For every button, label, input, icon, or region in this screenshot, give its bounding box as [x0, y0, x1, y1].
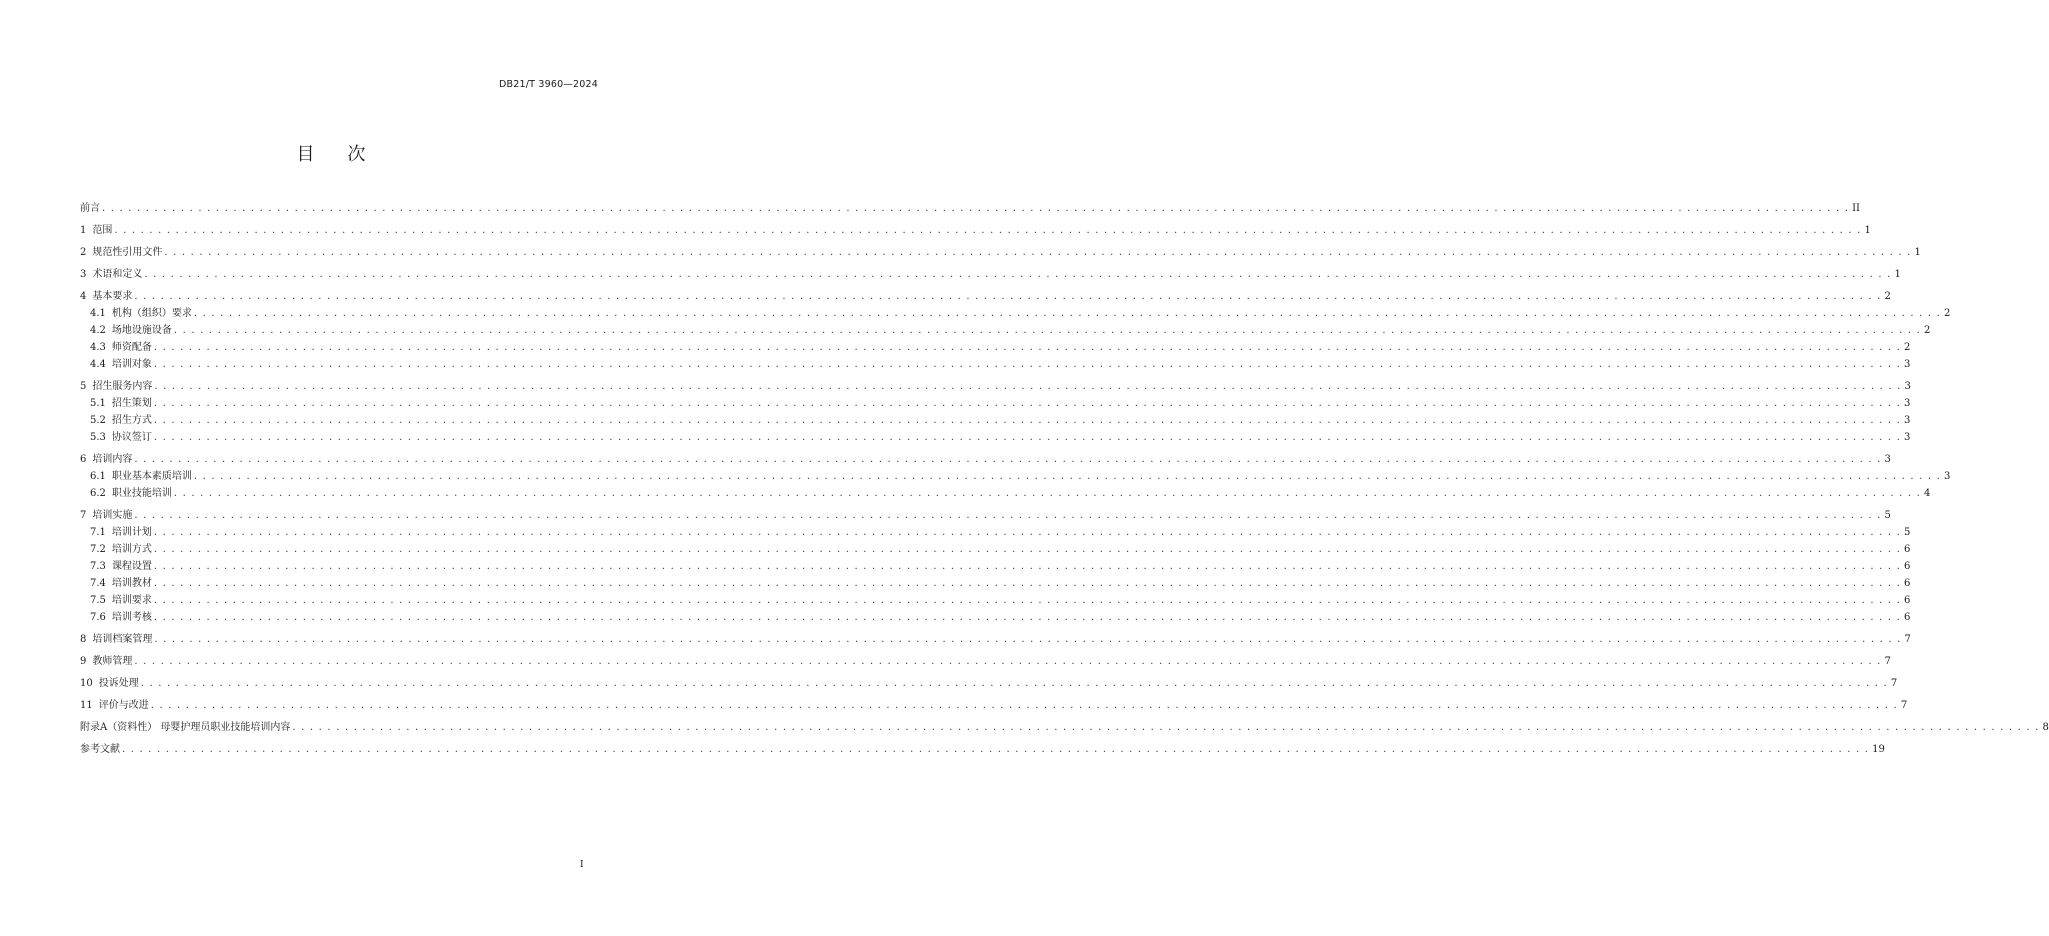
toc-entry[interactable] [80, 412, 1911, 429]
toc-entry-label: 投诉处理 [98, 678, 139, 689]
toc-dot-leader: . . . . . . . . . . . . . . . . . . . . . . . . . . . . . . . . . . . . . . . . . . . . . . . . . . . . . . . . . . . . . . . . . . . . . . . . . . . . . . . . . . . . . . . . . . . . . . . . . . . . . . . . . . . . . . . . . . . . . . . . . . . . . . . . . . . . . . . . . . . . . . . . . . . . . . . . . . . . . . . . . . . . . . . . . . . . . . . . . . . . . . . . . . . . . . . . . . . . . . . . [150, 700, 1898, 711]
toc-dot-leader: . . . . . . . . . . . . . . . . . . . . . . . . . . . . . . . . . . . . . . . . . . . . . . . . . . . . . . . . . . . . . . . . . . . . . . . . . . . . . . . . . . . . . . . . . . . . . . . . . . . . . . . . . . . . . . . . . . . . . . . . . . . . . . . . . . . . . . . . . . . . . . . . . . . . . . . . . . . . . . . . . . . . . . . . . . . . . . . . . . . . . . . . . . . . . . . . . . . . . . . . [134, 291, 1882, 302]
toc-entry-number: 7 [80, 510, 87, 521]
toc-entry-number: 7.1 [90, 527, 106, 538]
toc-entry-label: 培训考核 [111, 612, 152, 623]
title-char-2: 次 [347, 144, 366, 165]
toc-entry-title [80, 675, 139, 692]
toc-entry-number: 8 [80, 634, 87, 645]
toc-entry-number: 3 [80, 269, 87, 280]
toc-entry[interactable] [80, 305, 1951, 322]
toc-entry-number: 5.2 [90, 415, 106, 426]
toc-entry-label: 术语和定义 [92, 269, 143, 280]
toc-entry-title [80, 507, 132, 524]
toc-entry-page: 19 [1872, 744, 1885, 755]
toc-entry-title [80, 631, 152, 648]
toc-entry-label: 协议签订 [111, 432, 152, 443]
toc-entry[interactable] [80, 339, 1911, 356]
toc-entry-title [90, 609, 152, 626]
toc-entry-title [80, 697, 149, 714]
toc-entry-number: 6 [80, 454, 87, 465]
toc-entry-title [90, 412, 152, 429]
toc-entry-title [90, 322, 172, 339]
toc-entry-label: 培训要求 [111, 595, 152, 606]
toc-dot-leader: . . . . . . . . . . . . . . . . . . . . . . . . . . . . . . . . . . . . . . . . . . . . . . . . . . . . . . . . . . . . . . . . . . . . . . . . . . . . . . . . . . . . . . . . . . . . . . . . . . . . . . . . . . . . . . . . . . . . . . . . . . . . . . . . . . . . . . . . . . . . . . . . . . . . . . . . . . . . . . . . . . . . . . . . . . . . . . . . . . . . . . . . . . . . . . . . . . . . . . . . [164, 247, 1912, 258]
toc-entry-number: 7.3 [90, 561, 106, 572]
toc-dot-leader: . . . . . . . . . . . . . . . . . . . . . . . . . . . . . . . . . . . . . . . . . . . . . . . . . . . . . . . . . . . . . . . . . . . . . . . . . . . . . . . . . . . . . . . . . . . . . . . . . . . . . . . . . . . . . . . . . . . . . . . . . . . . . . . . . . . . . . . . . . . . . . . . . . . . . . . . . . . . . . . . . . . . . . . . . . . . . . . . . . . . . . . . . . . . . . . . . . . . . . . . [193, 308, 1942, 319]
toc-entry-number: 7.4 [90, 578, 106, 589]
toc-dot-leader: . . . . . . . . . . . . . . . . . . . . . . . . . . . . . . . . . . . . . . . . . . . . . . . . . . . . . . . . . . . . . . . . . . . . . . . . . . . . . . . . . . . . . . . . . . . . . . . . . . . . . . . . . . . . . . . . . . . . . . . . . . . . . . . . . . . . . . . . . . . . . . . . . . . . . . . . . . . . . . . . . . . . . . . . . . . . . . . . . . . . . . . . . . . . . . . . . . . . . . . . [102, 203, 1850, 214]
toc-entry-title [90, 395, 152, 412]
toc-entry-page: 1 [1914, 247, 1921, 258]
toc-entry-label: 师资配备 [111, 342, 152, 353]
toc-entry-label: 招生策划 [111, 398, 152, 409]
toc-entry-title [90, 485, 172, 502]
toc-entry[interactable] [80, 356, 1911, 373]
toc-entry-title [90, 339, 152, 356]
toc-entry-title [90, 305, 192, 322]
toc-entry-page: 4 [1924, 488, 1931, 499]
toc-dot-leader: . . . . . . . . . . . . . . . . . . . . . . . . . . . . . . . . . . . . . . . . . . . . . . . . . . . . . . . . . . . . . . . . . . . . . . . . . . . . . . . . . . . . . . . . . . . . . . . . . . . . . . . . . . . . . . . . . . . . . . . . . . . . . . . . . . . . . . . . . . . . . . . . . . . . . . . . . . . . . . . . . . . . . . . . . . . . . . . . . . . . . . . . . . . . . . . . . . . . . . . . [134, 656, 1882, 667]
toc-entry-page: 6 [1904, 578, 1911, 589]
toc-entry-page: 3 [1904, 432, 1911, 443]
toc-entry-page: 7 [1904, 634, 1911, 645]
toc-entry-page: 7 [1890, 678, 1898, 689]
toc-entry-label: 职业技能培训 [111, 488, 172, 499]
toc-entry-number: 10 [80, 678, 93, 689]
toc-dot-leader: . . . . . . . . . . . . . . . . . . . . . . . . . . . . . . . . . . . . . . . . . . . . . . . . . . . . . . . . . . . . . . . . . . . . . . . . . . . . . . . . . . . . . . . . . . . . . . . . . . . . . . . . . . . . . . . . . . . . . . . . . . . . . . . . . . . . . . . . . . . . . . . . . . . . . . . . . . . . . . . . . . . . . . . . . . . . . . . . . . . . . . . . . . . . . . . . . . . . . . . . [140, 678, 1888, 689]
title-char-1: 目 [296, 144, 315, 165]
toc-entry-page: 1 [1894, 269, 1901, 280]
toc-entry-number: 5.3 [90, 432, 106, 443]
toc-entry-title [80, 200, 100, 217]
toc-entry-title [80, 719, 290, 736]
toc-entry-title [80, 288, 132, 305]
toc-entry-title [80, 378, 152, 395]
toc-entry-number: 4.1 [90, 308, 106, 319]
toc-entry-title [90, 356, 152, 373]
toc-entry-page: 8 [2042, 722, 2049, 733]
table-of-contents [80, 200, 2049, 758]
toc-entry-title [90, 524, 152, 541]
toc-entry-label: 机构（组织）要求 [111, 308, 192, 319]
toc-entry[interactable] [80, 524, 1911, 541]
toc-dot-leader: . . . . . . . . . . . . . . . . . . . . . . . . . . . . . . . . . . . . . . . . . . . . . . . . . . . . . . . . . . . . . . . . . . . . . . . . . . . . . . . . . . . . . . . . . . . . . . . . . . . . . . . . . . . . . . . . . . . . . . . . . . . . . . . . . . . . . . . . . . . . . . . . . . . . . . . . . . . . . . . . . . . . . . . . . . . . . . . . . . . . . . . . . . . . . . . . . . . . . . . . [134, 454, 1882, 465]
toc-dot-leader: . . . . . . . . . . . . . . . . . . . . . . . . . . . . . . . . . . . . . . . . . . . . . . . . . . . . . . . . . . . . . . . . . . . . . . . . . . . . . . . . . . . . . . . . . . . . . . . . . . . . . . . . . . . . . . . . . . . . . . . . . . . . . . . . . . . . . . . . . . . . . . . . . . . . . . . . . . . . . . . . . . . . . . . . . . . . . . . . . . . . . . . . . . . . . . . . . . . . . . . . [193, 471, 1942, 482]
toc-entry[interactable] [80, 429, 1911, 446]
toc-entry-title [80, 266, 142, 283]
toc-entry-page: 2 [1884, 291, 1891, 302]
toc-entry-title [80, 653, 132, 670]
toc-entry[interactable] [80, 558, 1911, 575]
toc-entry-page: 1 [1864, 225, 1871, 236]
toc-entry-label: 培训实施 [92, 510, 133, 521]
toc-entry-page: 7 [1884, 656, 1891, 667]
toc-entry[interactable] [80, 378, 1911, 395]
toc-entry-label: 评价与改进 [98, 700, 149, 711]
toc-dot-leader: . . . . . . . . . . . . . . . . . . . . . . . . . . . . . . . . . . . . . . . . . . . . . . . . . . . . . . . . . . . . . . . . . . . . . . . . . . . . . . . . . . . . . . . . . . . . . . . . . . . . . . . . . . . . . . . . . . . . . . . . . . . . . . . . . . . . . . . . . . . . . . . . . . . . . . . . . . . . . . . . . . . . . . . . . . . . . . . . . . . . . . . . . . . . . . . . . . . . . . . . [153, 359, 1902, 370]
toc-entry-label: 招生方式 [111, 415, 152, 426]
toc-entry[interactable] [80, 244, 1921, 261]
toc-entry-title [90, 575, 152, 592]
toc-dot-leader: . . . . . . . . . . . . . . . . . . . . . . . . . . . . . . . . . . . . . . . . . . . . . . . . . . . . . . . . . . . . . . . . . . . . . . . . . . . . . . . . . . . . . . . . . . . . . . . . . . . . . . . . . . . . . . . . . . . . . . . . . . . . . . . . . . . . . . . . . . . . . . . . . . . . . . . . . . . . . . . . . . . . . . . . . . . . . . . . . . . . . . . . . . . . . . . . . . . . . . . . [153, 398, 1902, 409]
toc-entry-page: 2 [1944, 308, 1951, 319]
toc-entry[interactable] [80, 200, 1861, 217]
toc-entry-title [90, 541, 152, 558]
toc-entry[interactable] [80, 222, 1871, 239]
toc-entry[interactable] [80, 507, 1891, 524]
toc-entry-label: 培训内容 [92, 454, 133, 465]
toc-entry-label: 招生服务内容 [92, 381, 153, 392]
toc-entry-title [90, 592, 152, 609]
toc-entry-label: 培训计划 [111, 527, 152, 538]
toc-entry[interactable] [80, 395, 1911, 412]
toc-dot-leader: . . . . . . . . . . . . . . . . . . . . . . . . . . . . . . . . . . . . . . . . . . . . . . . . . . . . . . . . . . . . . . . . . . . . . . . . . . . . . . . . . . . . . . . . . . . . . . . . . . . . . . . . . . . . . . . . . . . . . . . . . . . . . . . . . . . . . . . . . . . . . . . . . . . . . . . . . . . . . . . . . . . . . . . . . . . . . . . . . . . . . . . . . . . . . . . . . . . . . . . . [154, 634, 1902, 645]
toc-entry-number: 11 [80, 700, 93, 711]
toc-entry-label: 参考文献 [80, 744, 120, 755]
toc-entry-label: 附录A（资料性） 母婴护理员职业技能培训内容 [80, 722, 291, 733]
toc-entry[interactable] [80, 609, 1911, 626]
toc-entry-page: 3 [1904, 398, 1911, 409]
toc-entry[interactable] [80, 575, 1911, 592]
toc-entry-page: 3 [1884, 454, 1891, 465]
toc-entry-title [80, 741, 120, 758]
toc-entry[interactable] [80, 653, 1891, 670]
document-code: DB21/T 3960—2024 [499, 79, 598, 90]
toc-entry[interactable] [80, 451, 1891, 468]
toc-entry-page: 6 [1904, 595, 1911, 606]
toc-dot-leader: . . . . . . . . . . . . . . . . . . . . . . . . . . . . . . . . . . . . . . . . . . . . . . . . . . . . . . . . . . . . . . . . . . . . . . . . . . . . . . . . . . . . . . . . . . . . . . . . . . . . . . . . . . . . . . . . . . . . . . . . . . . . . . . . . . . . . . . . . . . . . . . . . . . . . . . . . . . . . . . . . . . . . . . . . . . . . . . . . . . . . . . . . . . . . . . . . . . . . . . . [153, 595, 1902, 606]
toc-entry-label: 培训教材 [111, 578, 152, 589]
toc-entry-number: 5.1 [90, 398, 106, 409]
toc-entry[interactable] [80, 697, 1908, 714]
toc-dot-leader: . . . . . . . . . . . . . . . . . . . . . . . . . . . . . . . . . . . . . . . . . . . . . . . . . . . . . . . . . . . . . . . . . . . . . . . . . . . . . . . . . . . . . . . . . . . . . . . . . . . . . . . . . . . . . . . . . . . . . . . . . . . . . . . . . . . . . . . . . . . . . . . . . . . . . . . . . . . . . . . . . . . . . . . . . . . . . . . . . . . . . . . . . . . . . . . . . . . . . . . . [153, 578, 1902, 589]
toc-dot-leader: . . . . . . . . . . . . . . . . . . . . . . . . . . . . . . . . . . . . . . . . . . . . . . . . . . . . . . . . . . . . . . . . . . . . . . . . . . . . . . . . . . . . . . . . . . . . . . . . . . . . . . . . . . . . . . . . . . . . . . . . . . . . . . . . . . . . . . . . . . . . . . . . . . . . . . . . . . . . . . . . . . . . . . . . . . . . . . . . . . . . . . . . . . . . . . . . . . . . . . . . [153, 415, 1902, 426]
toc-entry-page: 3 [1904, 359, 1911, 370]
toc-entry-number: 6.2 [90, 488, 106, 499]
toc-entry[interactable] [80, 266, 1901, 283]
toc-entry-label: 培训档案管理 [92, 634, 153, 645]
page-number: I [580, 860, 584, 870]
toc-dot-leader: . . . . . . . . . . . . . . . . . . . . . . . . . . . . . . . . . . . . . . . . . . . . . . . . . . . . . . . . . . . . . . . . . . . . . . . . . . . . . . . . . . . . . . . . . . . . . . . . . . . . . . . . . . . . . . . . . . . . . . . . . . . . . . . . . . . . . . . . . . . . . . . . . . . . . . . . . . . . . . . . . . . . . . . . . . . . . . . . . . . . . . . . . . . . . . . . . . . . . . . . [153, 561, 1902, 572]
toc-entry-page: 6 [1904, 544, 1911, 555]
toc-entry-label: 课程设置 [111, 561, 152, 572]
toc-entry[interactable] [80, 592, 1911, 609]
toc-entry-title [90, 558, 152, 575]
toc-entry[interactable] [80, 631, 1911, 648]
toc-entry-page: 2 [1924, 325, 1931, 336]
toc-entry-page: 3 [1904, 381, 1911, 392]
toc-dot-leader: . . . . . . . . . . . . . . . . . . . . . . . . . . . . . . . . . . . . . . . . . . . . . . . . . . . . . . . . . . . . . . . . . . . . . . . . . . . . . . . . . . . . . . . . . . . . . . . . . . . . . . . . . . . . . . . . . . . . . . . . . . . . . . . . . . . . . . . . . . . . . . . . . . . . . . . . . . . . . . . . . . . . . . . . . . . . . . . . . . . . . . . . . . . . . . . . . . . . . . . . [134, 510, 1882, 521]
toc-dot-leader: . . . . . . . . . . . . . . . . . . . . . . . . . . . . . . . . . . . . . . . . . . . . . . . . . . . . . . . . . . . . . . . . . . . . . . . . . . . . . . . . . . . . . . . . . . . . . . . . . . . . . . . . . . . . . . . . . . . . . . . . . . . . . . . . . . . . . . . . . . . . . . . . . . . . . . . . . . . . . . . . . . . . . . . . . . . . . . . . . . . . . . . . . . . . . . . . . . . . . . . . [292, 722, 2040, 733]
toc-entry[interactable] [80, 675, 1898, 692]
toc-entry-label: 范围 [92, 225, 113, 236]
toc-dot-leader: . . . . . . . . . . . . . . . . . . . . . . . . . . . . . . . . . . . . . . . . . . . . . . . . . . . . . . . . . . . . . . . . . . . . . . . . . . . . . . . . . . . . . . . . . . . . . . . . . . . . . . . . . . . . . . . . . . . . . . . . . . . . . . . . . . . . . . . . . . . . . . . . . . . . . . . . . . . . . . . . . . . . . . . . . . . . . . . . . . . . . . . . . . . . . . . . . . . . . . . . [153, 527, 1902, 538]
toc-dot-leader: . . . . . . . . . . . . . . . . . . . . . . . . . . . . . . . . . . . . . . . . . . . . . . . . . . . . . . . . . . . . . . . . . . . . . . . . . . . . . . . . . . . . . . . . . . . . . . . . . . . . . . . . . . . . . . . . . . . . . . . . . . . . . . . . . . . . . . . . . . . . . . . . . . . . . . . . . . . . . . . . . . . . . . . . . . . . . . . . . . . . . . . . . . . . . . . . . . . . . . . . [153, 342, 1902, 353]
toc-dot-leader: . . . . . . . . . . . . . . . . . . . . . . . . . . . . . . . . . . . . . . . . . . . . . . . . . . . . . . . . . . . . . . . . . . . . . . . . . . . . . . . . . . . . . . . . . . . . . . . . . . . . . . . . . . . . . . . . . . . . . . . . . . . . . . . . . . . . . . . . . . . . . . . . . . . . . . . . . . . . . . . . . . . . . . . . . . . . . . . . . . . . . . . . . . . . . . . . . . . . . . . . [144, 269, 1892, 280]
toc-dot-leader: . . . . . . . . . . . . . . . . . . . . . . . . . . . . . . . . . . . . . . . . . . . . . . . . . . . . . . . . . . . . . . . . . . . . . . . . . . . . . . . . . . . . . . . . . . . . . . . . . . . . . . . . . . . . . . . . . . . . . . . . . . . . . . . . . . . . . . . . . . . . . . . . . . . . . . . . . . . . . . . . . . . . . . . . . . . . . . . . . . . . . . . . . . . . . . . . . . . . . . . . [173, 488, 1922, 499]
toc-entry-label: 基本要求 [92, 291, 133, 302]
toc-entry-number: 5 [80, 381, 87, 392]
toc-entry-title [90, 468, 192, 485]
toc-entry-number: 4 [80, 291, 87, 302]
toc-entry-number: 1 [80, 225, 87, 236]
toc-entry-label: 场地设施设备 [111, 325, 172, 336]
toc-entry-number: 4.2 [90, 325, 106, 336]
toc-entry[interactable] [80, 719, 2049, 736]
toc-entry-page: 3 [1904, 415, 1911, 426]
toc-entry-number: 6.1 [90, 471, 106, 482]
toc-entry-title [90, 429, 152, 446]
toc-entry-title [80, 451, 132, 468]
toc-entry-title [80, 244, 162, 261]
toc-entry-label: 职业基本素质培训 [111, 471, 192, 482]
toc-entry-page: 6 [1904, 561, 1911, 572]
toc-entry-number: 9 [80, 656, 87, 667]
toc-dot-leader: . . . . . . . . . . . . . . . . . . . . . . . . . . . . . . . . . . . . . . . . . . . . . . . . . . . . . . . . . . . . . . . . . . . . . . . . . . . . . . . . . . . . . . . . . . . . . . . . . . . . . . . . . . . . . . . . . . . . . . . . . . . . . . . . . . . . . . . . . . . . . . . . . . . . . . . . . . . . . . . . . . . . . . . . . . . . . . . . . . . . . . . . . . . . . . . . . . . . . . . . [153, 544, 1902, 555]
toc-entry-number: 2 [80, 247, 87, 258]
toc-entry-page: 5 [1884, 510, 1891, 521]
toc-entry-label: 培训对象 [111, 359, 152, 370]
toc-entry-number: 7.5 [90, 595, 106, 606]
toc-entry-label: 前言 [80, 203, 100, 214]
toc-entry-label: 培训方式 [111, 544, 152, 555]
toc-dot-leader: . . . . . . . . . . . . . . . . . . . . . . . . . . . . . . . . . . . . . . . . . . . . . . . . . . . . . . . . . . . . . . . . . . . . . . . . . . . . . . . . . . . . . . . . . . . . . . . . . . . . . . . . . . . . . . . . . . . . . . . . . . . . . . . . . . . . . . . . . . . . . . . . . . . . . . . . . . . . . . . . . . . . . . . . . . . . . . . . . . . . . . . . . . . . . . . . . . . . . . . . [153, 612, 1902, 623]
toc-entry[interactable] [80, 741, 1885, 758]
toc-entry-number: 4.3 [90, 342, 106, 353]
toc-entry[interactable] [80, 541, 1911, 558]
page-title [0, 140, 662, 166]
toc-entry[interactable] [80, 468, 1951, 485]
toc-dot-leader: . . . . . . . . . . . . . . . . . . . . . . . . . . . . . . . . . . . . . . . . . . . . . . . . . . . . . . . . . . . . . . . . . . . . . . . . . . . . . . . . . . . . . . . . . . . . . . . . . . . . . . . . . . . . . . . . . . . . . . . . . . . . . . . . . . . . . . . . . . . . . . . . . . . . . . . . . . . . . . . . . . . . . . . . . . . . . . . . . . . . . . . . . . . . . . . . . . . . . . . . [114, 225, 1862, 236]
toc-entry[interactable] [80, 322, 1931, 339]
toc-entry-page: 2 [1904, 342, 1911, 353]
toc-entry-page: 7 [1900, 700, 1908, 711]
toc-dot-leader: . . . . . . . . . . . . . . . . . . . . . . . . . . . . . . . . . . . . . . . . . . . . . . . . . . . . . . . . . . . . . . . . . . . . . . . . . . . . . . . . . . . . . . . . . . . . . . . . . . . . . . . . . . . . . . . . . . . . . . . . . . . . . . . . . . . . . . . . . . . . . . . . . . . . . . . . . . . . . . . . . . . . . . . . . . . . . . . . . . . . . . . . . . . . . . . . . . . . . . . . [122, 744, 1870, 755]
toc-dot-leader: . . . . . . . . . . . . . . . . . . . . . . . . . . . . . . . . . . . . . . . . . . . . . . . . . . . . . . . . . . . . . . . . . . . . . . . . . . . . . . . . . . . . . . . . . . . . . . . . . . . . . . . . . . . . . . . . . . . . . . . . . . . . . . . . . . . . . . . . . . . . . . . . . . . . . . . . . . . . . . . . . . . . . . . . . . . . . . . . . . . . . . . . . . . . . . . . . . . . . . . . [153, 432, 1902, 443]
toc-dot-leader: . . . . . . . . . . . . . . . . . . . . . . . . . . . . . . . . . . . . . . . . . . . . . . . . . . . . . . . . . . . . . . . . . . . . . . . . . . . . . . . . . . . . . . . . . . . . . . . . . . . . . . . . . . . . . . . . . . . . . . . . . . . . . . . . . . . . . . . . . . . . . . . . . . . . . . . . . . . . . . . . . . . . . . . . . . . . . . . . . . . . . . . . . . . . . . . . . . . . . . . . [154, 381, 1902, 392]
toc-entry-page: II [1852, 203, 1861, 214]
toc-entry-number: 4.4 [90, 359, 106, 370]
toc-entry[interactable] [80, 288, 1891, 305]
toc-entry-title [80, 222, 112, 239]
toc-entry-number: 7.6 [90, 612, 106, 623]
toc-entry-label: 教师管理 [92, 656, 133, 667]
toc-entry-label: 规范性引用文件 [92, 247, 163, 258]
toc-entry-number: 7.2 [90, 544, 106, 555]
toc-entry-page: 5 [1904, 527, 1911, 538]
toc-dot-leader: . . . . . . . . . . . . . . . . . . . . . . . . . . . . . . . . . . . . . . . . . . . . . . . . . . . . . . . . . . . . . . . . . . . . . . . . . . . . . . . . . . . . . . . . . . . . . . . . . . . . . . . . . . . . . . . . . . . . . . . . . . . . . . . . . . . . . . . . . . . . . . . . . . . . . . . . . . . . . . . . . . . . . . . . . . . . . . . . . . . . . . . . . . . . . . . . . . . . . . . . [173, 325, 1922, 336]
toc-entry-page: 6 [1904, 612, 1911, 623]
toc-entry[interactable] [80, 485, 1931, 502]
toc-entry-page: 3 [1944, 471, 1951, 482]
